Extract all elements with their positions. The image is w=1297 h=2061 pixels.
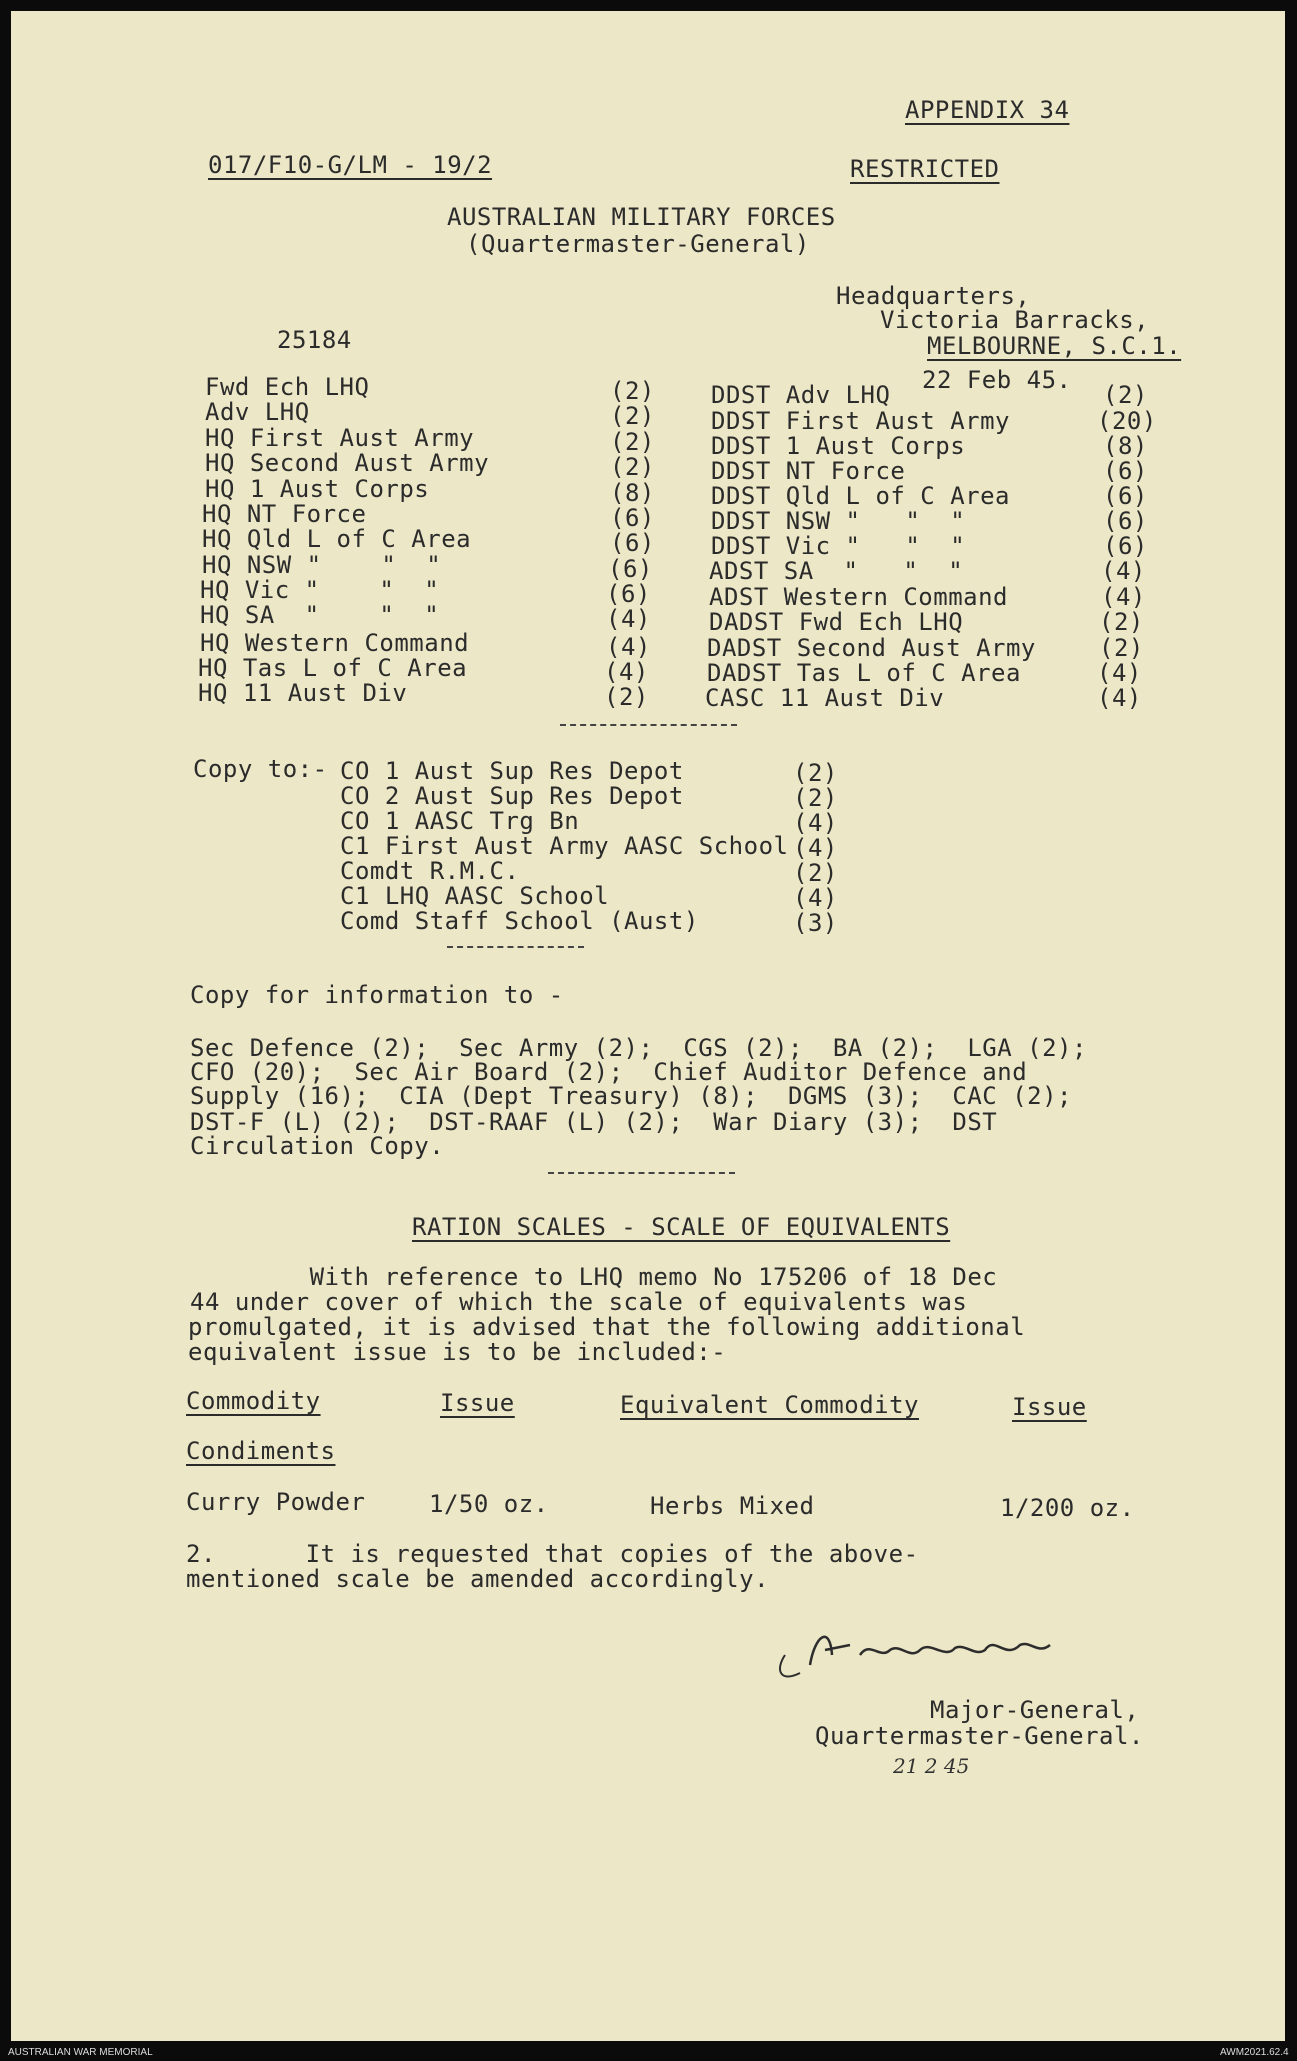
list-item: DADST Tas L of C Area — [707, 659, 1021, 687]
file-reference: 017/F10-G/LM - 19/2 — [208, 151, 493, 179]
list-item: HQ First Aust Army — [205, 424, 475, 452]
list-item-qty: (2) — [1099, 634, 1144, 662]
cell-equivalent-issue: 1/200 oz. — [1000, 1494, 1135, 1522]
col-header-equivalent-commodity: Equivalent Commodity — [620, 1391, 919, 1419]
footer-source: AUSTRALIAN WAR MEMORIAL — [8, 2047, 153, 2058]
list-item: ADST Western Command — [709, 583, 1008, 611]
text-line: Circulation Copy. — [190, 1132, 445, 1160]
text-line: CFO (20); Sec Air Board (2); Chief Auditor Defence and — [190, 1058, 1028, 1086]
list-item-qty: (2) — [1103, 381, 1148, 409]
list-item: ADST SA " " " — [709, 557, 964, 585]
text-line: Supply (16); CIA (Dept Treasury) (8); DGMS (3); CAC (2); — [190, 1082, 1073, 1110]
org-subtitle: (Quartermaster-General) — [466, 230, 810, 258]
text-line: With reference to LHQ memo No 175206 of 18 Dec — [190, 1263, 998, 1291]
list-item-qty: (6) — [608, 555, 653, 583]
list-item-qty: (6) — [1103, 532, 1148, 560]
signatory-rank: Major-General, — [930, 1696, 1140, 1724]
list-item-qty: (6) — [606, 580, 651, 608]
list-item-qty: (6) — [1103, 482, 1148, 510]
list-item-qty: (2) — [610, 377, 655, 405]
address-line-1: Headquarters, — [836, 282, 1031, 310]
col-header-commodity: Commodity — [186, 1387, 321, 1415]
list-item-qty: (2) — [793, 784, 838, 812]
divider — [447, 946, 584, 948]
list-item: DDST Qld L of C Area — [711, 482, 1010, 510]
list-item-qty: (8) — [1103, 432, 1148, 460]
list-item-qty: (2) — [793, 759, 838, 787]
list-item: HQ NT Force — [202, 500, 367, 528]
category-label: Condiments — [186, 1437, 336, 1465]
list-item: DDST NT Force — [711, 457, 906, 485]
copy-to-label: Copy to:- — [193, 755, 328, 783]
list-item: DDST First Aust Army — [711, 407, 1010, 435]
section-heading: RATION SCALES - SCALE OF EQUIVALENTS — [412, 1213, 951, 1241]
list-item-qty: (3) — [793, 909, 838, 937]
list-item-qty: (2) — [610, 453, 655, 481]
list-item: Fwd Ech LHQ — [205, 373, 370, 401]
col-header-equivalent-issue: Issue — [1012, 1393, 1087, 1421]
divider — [548, 1172, 735, 1174]
classification-label: RESTRICTED — [850, 155, 1000, 183]
list-item-qty: (2) — [793, 859, 838, 887]
list-item: DDST Adv LHQ — [711, 381, 891, 409]
address-line-2: Victoria Barracks, — [880, 306, 1150, 334]
list-item-qty: (4) — [1101, 583, 1146, 611]
list-item: Comd Staff School (Aust) — [340, 907, 699, 935]
memo-number: 25184 — [277, 326, 352, 354]
list-item-qty: (6) — [610, 504, 655, 532]
list-item-qty: (4) — [793, 834, 838, 862]
list-item-qty: (4) — [1097, 684, 1142, 712]
appendix-label: APPENDIX 34 — [905, 96, 1070, 124]
list-item-qty: (6) — [1103, 457, 1148, 485]
list-item: Comdt R.M.C. — [340, 857, 520, 885]
footer-accession: AWM2021.62.4 — [1220, 2047, 1289, 2058]
copy-info-label: Copy for information to - — [190, 981, 564, 1009]
col-header-issue: Issue — [440, 1389, 515, 1417]
cell-issue: 1/50 oz. — [429, 1490, 549, 1518]
signature — [770, 1615, 1130, 1685]
list-item: DDST NSW " " " — [711, 507, 966, 535]
list-item: CO 1 AASC Trg Bn — [340, 807, 580, 835]
list-item: DADST Second Aust Army — [707, 634, 1036, 662]
list-item: HQ 1 Aust Corps — [205, 475, 430, 503]
list-item: C1 LHQ AASC School — [340, 882, 610, 910]
list-item: Adv LHQ — [205, 398, 310, 426]
address-line-3: MELBOURNE, S.C.1. — [927, 332, 1182, 360]
text-line: promulgated, it is advised that the following additional — [188, 1313, 1026, 1341]
list-item: DDST Vic " " " — [711, 532, 966, 560]
cell-commodity: Curry Powder — [186, 1488, 366, 1516]
list-item: DADST Fwd Ech LHQ — [709, 608, 964, 636]
list-item-qty: (6) — [610, 529, 655, 557]
text-line: Sec Defence (2); Sec Army (2); CGS (2); BA (2); LGA (2); — [190, 1034, 1087, 1062]
list-item: C1 First Aust Army AASC School — [340, 832, 789, 860]
list-item-qty: (4) — [606, 633, 651, 661]
list-item-qty: (2) — [610, 428, 655, 456]
list-item-qty: (20) — [1097, 407, 1157, 435]
list-item-qty: (8) — [610, 479, 655, 507]
text-line: 2. It is requested that copies of the above- — [186, 1540, 919, 1568]
signatory-title: Quartermaster-General. — [815, 1722, 1144, 1750]
list-item: HQ NSW " " " — [202, 551, 442, 579]
list-item: HQ 11 Aust Div — [198, 679, 408, 707]
list-item-qty: (2) — [1099, 608, 1144, 636]
cell-equivalent-commodity: Herbs Mixed — [650, 1492, 815, 1520]
list-item: HQ Vic " " " — [200, 576, 440, 604]
org-title: AUSTRALIAN MILITARY FORCES — [447, 203, 836, 231]
list-item: CASC 11 Aust Div — [705, 684, 945, 712]
list-item-qty: (6) — [1103, 507, 1148, 535]
list-item: HQ Qld L of C Area — [202, 525, 472, 553]
list-item: HQ Second Aust Army — [205, 449, 490, 477]
list-item-qty: (4) — [793, 884, 838, 912]
list-item-qty: (4) — [1097, 659, 1142, 687]
list-item: HQ Tas L of C Area — [198, 654, 468, 682]
list-item: CO 2 Aust Sup Res Depot — [340, 782, 684, 810]
text-line: mentioned scale be amended accordingly. — [186, 1565, 770, 1593]
list-item: DDST 1 Aust Corps — [711, 432, 966, 460]
text-line: DST-F (L) (2); DST-RAAF (L) (2); War Diary (3); DST — [190, 1108, 998, 1136]
divider — [560, 724, 737, 726]
list-item-qty: (2) — [610, 402, 655, 430]
text-line: equivalent issue is to be included:- — [188, 1338, 727, 1366]
memo-date: 22 Feb 45. — [922, 366, 1072, 394]
signature-date: 21 2 45 — [893, 1754, 970, 1778]
list-item-qty: (4) — [606, 605, 651, 633]
text-line: 44 under cover of which the scale of equivalents was — [190, 1288, 968, 1316]
list-item-qty: (4) — [604, 658, 649, 686]
list-item-qty: (4) — [793, 809, 838, 837]
list-item: CO 1 Aust Sup Res Depot — [340, 757, 684, 785]
list-item: HQ SA " " " — [200, 601, 440, 629]
list-item-qty: (4) — [1101, 557, 1146, 585]
list-item-qty: (2) — [604, 683, 649, 711]
list-item: HQ Western Command — [200, 629, 470, 657]
